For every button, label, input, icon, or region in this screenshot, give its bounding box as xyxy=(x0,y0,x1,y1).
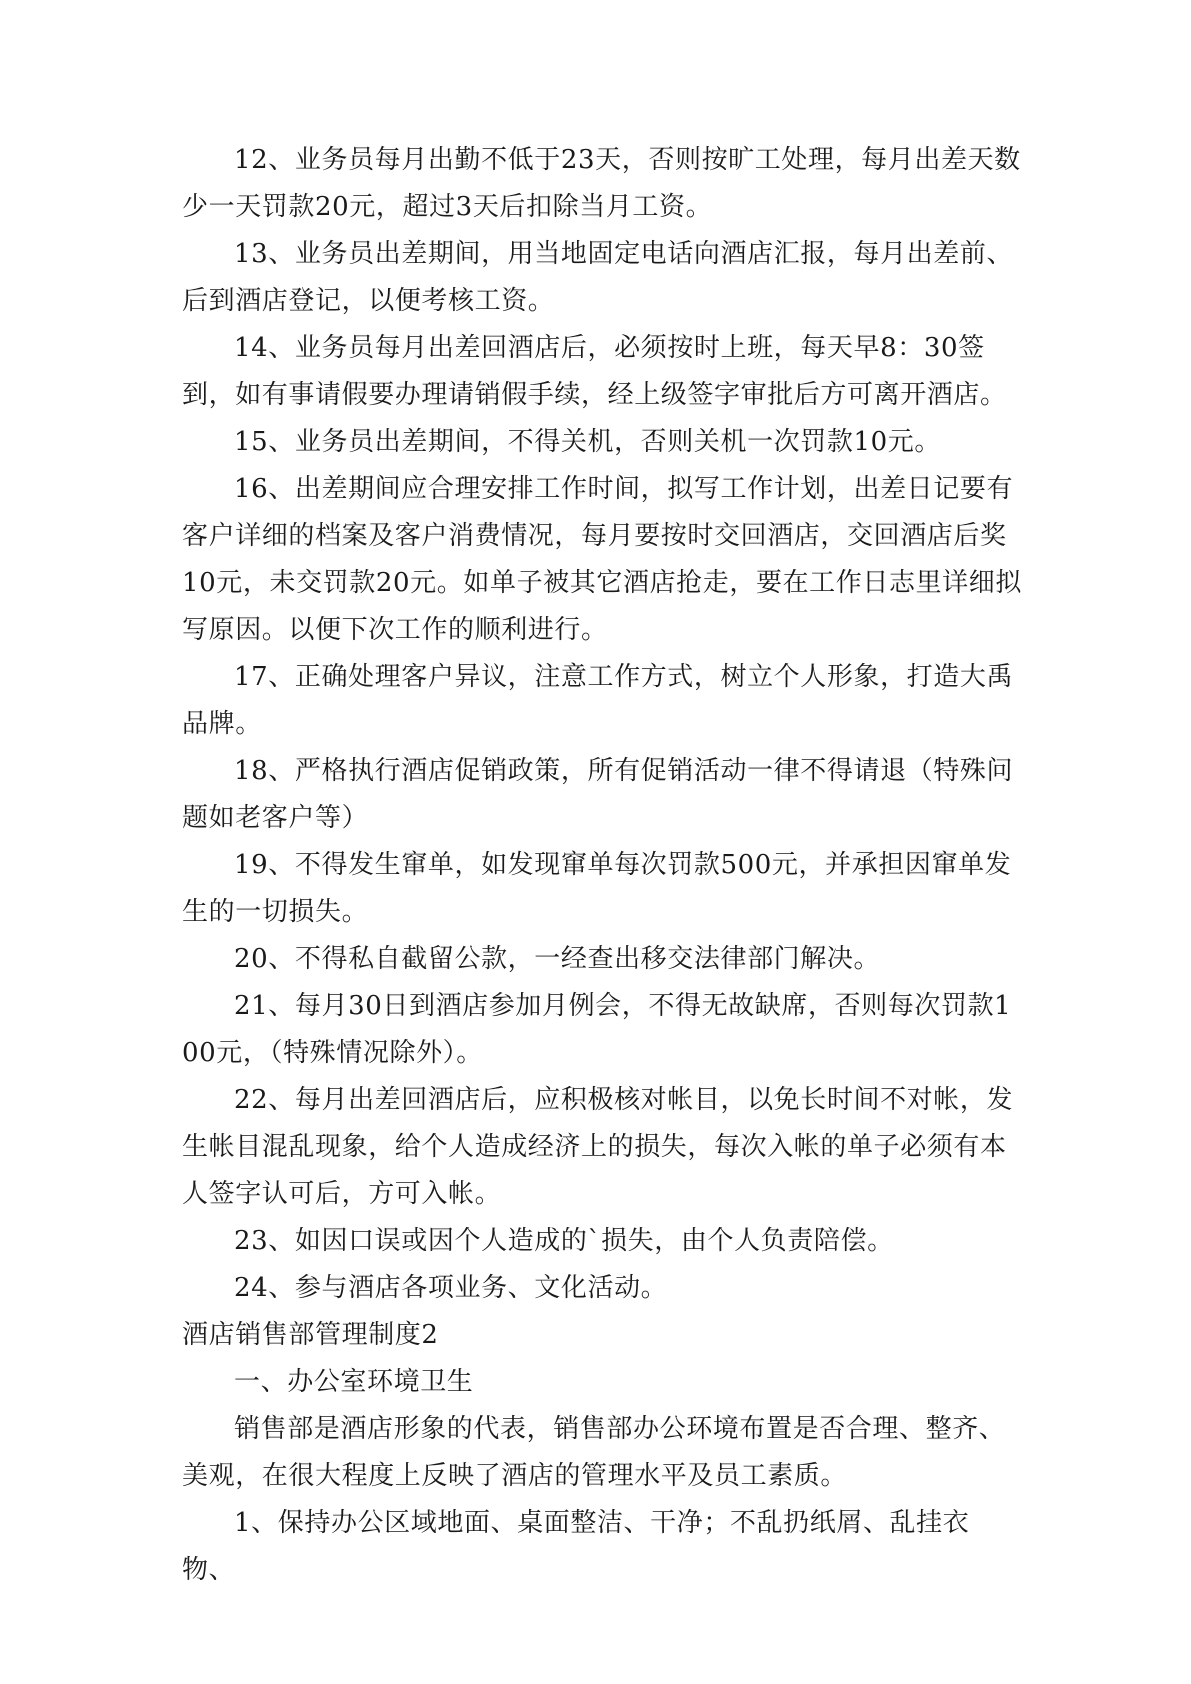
paragraph-rule-22: 22、每月出差回酒店后，应积极核对帐目，以免长时间不对帐，发生帐目混乱现象，给个人造成经济上的损失，每次入帐的单子必须有本人签字认可后，方可入帐。 xyxy=(182,1085,1014,1209)
paragraph-rule-23: 23、如因口误或因个人造成的`损失，由个人负责陪偿。 xyxy=(234,1226,894,1256)
paragraph-rule-21: 21、每月30日到酒店参加月例会，不得无故缺席，否则每次罚款100元，（特殊情况除外）。 xyxy=(182,991,1012,1068)
paragraph-rule-19: 19、不得发生窜单，如发现窜单每次罚款500元，并承担因窜单发生的一切损失。 xyxy=(182,850,1012,927)
paragraph-intro: 销售部是酒店形象的代表，销售部办公环境布置是否合理、整齐、美观，在很大程度上反映了酒店的管理水平及员工素质。 xyxy=(182,1414,1006,1491)
paragraph-rule-13: 13、业务员出差期间，用当地固定电话向酒店汇报，每月出差前、后到酒店登记，以便考核工资。 xyxy=(182,239,1014,316)
subsection-heading: 一、办公室环境卫生 xyxy=(234,1367,474,1397)
document-body xyxy=(182,137,1022,1594)
paragraph-item-1: 1、保持办公区域地面、桌面整洁、干净；不乱扔纸屑、乱挂衣物、 xyxy=(182,1508,970,1585)
paragraph-rule-24: 24、参与酒店各项业务、文化活动。 xyxy=(234,1273,668,1303)
section-title: 酒店销售部管理制度2 xyxy=(182,1320,439,1350)
paragraph-rule-15: 15、业务员出差期间，不得关机，否则关机一次罚款10元。 xyxy=(234,427,941,457)
paragraph-rule-17: 17、正确处理客户异议，注意工作方式，树立个人形象，打造大禹品牌。 xyxy=(182,662,1014,739)
paragraph-rule-18: 18、严格执行酒店促销政策，所有促销活动一律不得请退（特殊问题如老客户等） xyxy=(182,756,1014,833)
paragraph-rule-14: 14、业务员每月出差回酒店后，必须按时上班，每天早8：30签到，如有事请假要办理请销假手续，经上级签字审批后方可离开酒店。 xyxy=(182,333,1007,410)
paragraph-rule-20: 20、不得私自截留公款，一经查出移交法律部门解决。 xyxy=(234,944,881,974)
paragraph-rule-16: 16、出差期间应合理安排工作时间，拟写工作计划，出差日记要有客户详细的档案及客户消费情况，每月要按时交回酒店，交回酒店后奖10元，未交罚款20元。如单子被其它酒店抢走，要在工作日志里详细拟写原因。以便下次工作的顺利进行。 xyxy=(182,474,1022,645)
paragraph-rule-12: 12、业务员每月出勤不低于23天，否则按旷工处理，每月出差天数少一天罚款20元，超过3天后扣除当月工资。 xyxy=(182,145,1021,222)
